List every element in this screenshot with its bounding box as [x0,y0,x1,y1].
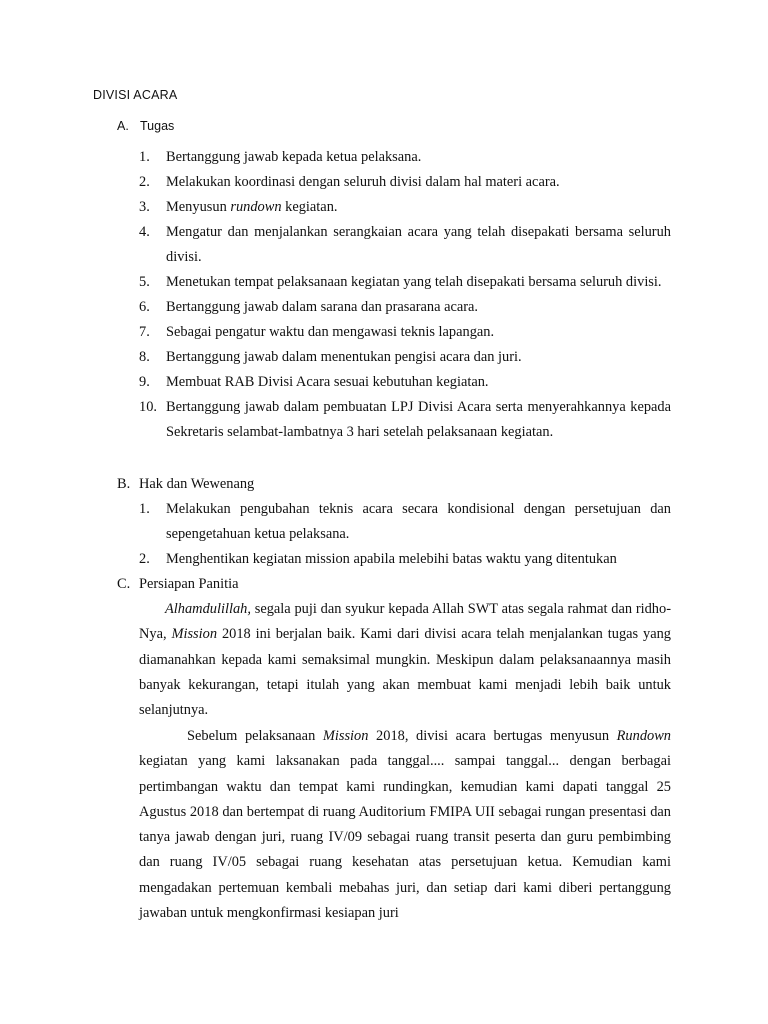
list-number: 2. [139,174,150,190]
list-number: 6. [139,299,150,315]
list-item [117,145,671,170]
list-number: 9. [139,374,150,390]
list-item [117,320,671,345]
list-text: Sebagai pengatur waktu dan mengawasi teknis lapangan. [166,324,495,340]
list-text: Bertanggung jawab dalam pembuatan LPJ Divisi Acara serta menyerahkannya kepada Sekretaris selambat-lambatnya 3 hari setelah pelaksanaan kegiatan. [166,399,671,440]
tugas-list [117,145,671,445]
paragraph-persiapan-1 [139,597,671,723]
list-item [117,270,671,295]
list-number: 8. [139,349,150,365]
section-c-heading [117,572,239,597]
section-a-heading [117,119,174,133]
list-text: Membuat RAB Divisi Acara sesuai kebutuhan kegiatan. [166,374,489,390]
document-title: DIVISI ACARA [93,88,178,102]
section-c-label: Persiapan Panitia [139,576,239,592]
section-b-letter: B. [117,476,131,492]
list-text: Menghentikan kegiatan mission apabila melebihi batas waktu yang ditentukan [166,551,617,567]
list-item [117,295,671,320]
list-text: Bertanggung jawab dalam sarana dan prasarana acara. [166,299,479,315]
paragraph-text: Sebelum pelaksanaan [187,728,323,744]
list-item [117,370,671,395]
list-text: Menyusun [166,199,231,215]
paragraph-italic: Rundown [616,728,672,744]
list-item [117,547,671,572]
list-item [117,220,671,270]
list-text: Mengatur dan menjalankan serangkaian acara yang telah disepakati bersama seluruh divisi. [166,224,671,265]
list-item [117,170,671,195]
list-text: kegiatan. [281,199,338,215]
section-b-heading [117,472,254,497]
list-number: 1. [139,149,150,165]
list-number: 5. [139,274,150,290]
section-b-label: Hak dan Wewenang [139,476,255,492]
paragraph-text: kegiatan yang kami laksanakan pada tanggal.... sampai tanggal... dengan berbagai pertimbangan waktu dan tempat kami rundingkan, kemudian kami dapati tanggal 25 Agustus 2018 dan bertempat di ruang Auditorium FMIPA UII sebagai rungan presentasi dan tanya jawab dengan juri, ruang IV/09 sebagai ruang transit peserta dan guru pembimbing dan ruang IV/05 sebagai ruang kesehatan atas persetujuan ketua. Kemudian kami mengadakan pertemuan kembali mebahas juri, dan setiap dari kami diberi pertanggung jawaban untuk mengkonfirmasi kesiapan juri [139,753,671,922]
paragraph-italic: Alhamdulillah, [165,601,251,617]
paragraph-italic: Mission [171,626,218,643]
paragraph-text: segala puji dan syukur kepada Allah SWT atas segala rahmat dan ridho-Nya, [139,601,671,643]
list-number: 3. [139,199,150,215]
list-item [117,195,671,220]
list-number: 7. [139,324,150,340]
list-text: Menetukan tempat pelaksanaan kegiatan yang telah disepakati bersama seluruh divisi. [166,274,662,290]
paragraph-persiapan-2 [139,724,671,926]
list-item [117,497,671,547]
list-item [117,345,671,370]
list-text: Bertanggung jawab kepada ketua pelaksana. [166,149,422,165]
list-text-italic: rundown [230,199,282,215]
list-number: 2. [139,551,150,567]
list-text: Melakukan koordinasi dengan seluruh divisi dalam hal materi acara. [166,174,560,190]
section-c-letter: C. [117,576,131,592]
paragraph-text: 2018, divisi acara bertugas menyusun [368,728,617,744]
list-number: 4. [139,224,150,240]
list-number: 1. [139,501,150,517]
list-text: Melakukan pengubahan teknis acara secara kondisional dengan persetujuan dan sepengetahuan ketua pelaksana. [166,501,671,542]
paragraph-text: 2018 ini berjalan baik. Kami dari divisi acara telah menjalankan tugas yang diamanahkan kepada kami semaksimal mungkin. Meskipun dalam pelaksanaannya masih banyak kekurangan, tetapi itulah yang akan membuat kami menjadi lebih baik untuk selanjutnya. [139,626,671,719]
section-a-letter: A. [117,119,129,133]
list-item [117,395,671,445]
list-number: 10. [139,399,157,415]
list-text: Bertanggung jawab dalam menentukan pengisi acara dan juri. [166,349,522,365]
hak-list [117,497,671,572]
section-a-label: Tugas [140,119,175,133]
paragraph-italic: Mission [322,728,369,744]
